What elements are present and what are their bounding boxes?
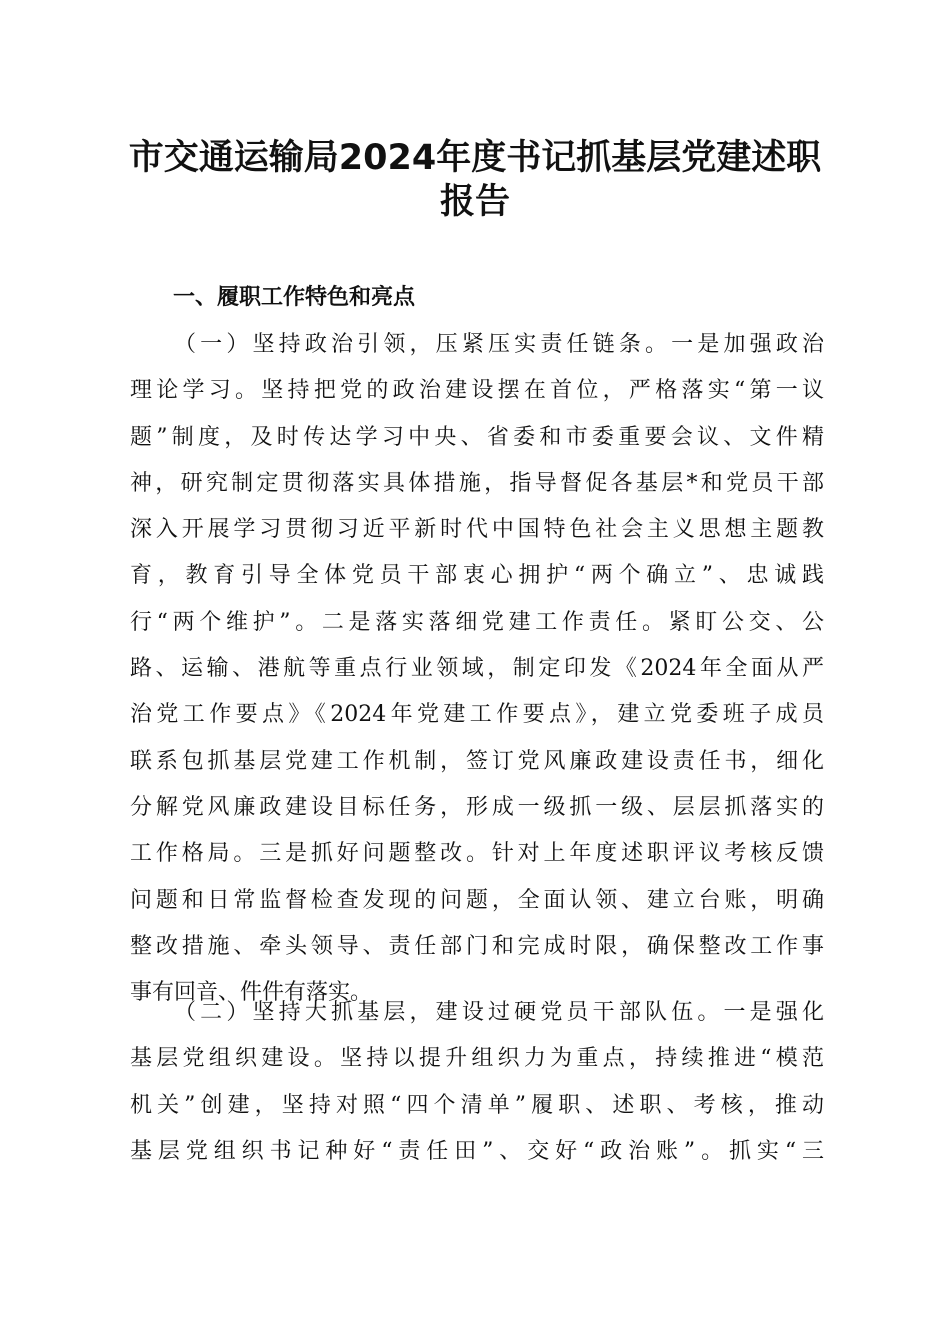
section-heading: 一、履职工作特色和亮点 bbox=[173, 285, 416, 310]
paragraph-2 bbox=[130, 990, 824, 1175]
paragraph-line: 育，教育引导全体党员干部衷心拥护“两个确立”、忠诚践 bbox=[130, 563, 824, 589]
paragraph-line: 事有回音、件件有落实。 bbox=[130, 980, 373, 1006]
paragraph-line: 分解党风廉政建设目标任务，形成一级抓一级、层层抓落实的 bbox=[130, 794, 824, 820]
paragraph-line: 基层党组织书记种好“责任田”、交好“政治账”。抓实“三 bbox=[130, 1138, 824, 1164]
paragraph-line: （二）坚持大抓基层，建设过硬党员干部队伍。一是强化 bbox=[174, 1000, 824, 1025]
paragraph-line: 工作格局。三是抓好问题整改。针对上年度述职评议考核反馈 bbox=[130, 841, 824, 867]
paragraph-line: 题”制度，及时传达学习中央、省委和市委重要会议、文件精 bbox=[130, 424, 824, 450]
paragraph-line: 深入开展学习贯彻习近平新时代中国特色社会主义思想主题教 bbox=[130, 517, 824, 543]
paragraph-line: 问题和日常监督检查发现的问题，全面认领、建立台账，明确 bbox=[130, 887, 824, 913]
paragraph-1 bbox=[130, 322, 824, 1016]
paragraph-line: 基层党组织建设。坚持以提升组织力为重点，持续推进“模范 bbox=[130, 1046, 824, 1072]
paragraph-line: 理论学习。坚持把党的政治建设摆在首位，严格落实“第一议 bbox=[130, 378, 824, 404]
paragraph-line: （一）坚持政治引领，压紧压实责任链条。一是加强政治 bbox=[174, 332, 824, 357]
paragraph-line: 治党工作要点》《2024年党建工作要点》，建立党委班子成员 bbox=[130, 702, 824, 728]
paragraph-line: 机关”创建，坚持对照“四个清单”履职、述职、考核，推动 bbox=[130, 1092, 824, 1118]
paragraph-line: 神，研究制定贯彻落实具体措施，指导督促各基层*和党员干部 bbox=[130, 470, 824, 496]
paragraph-line: 联系包抓基层党建工作机制，签订党风廉政建设责任书，细化 bbox=[130, 748, 824, 774]
title-line-2: 报告 bbox=[439, 182, 510, 222]
paragraph-line: 行“两个维护”。二是落实落细党建工作责任。紧盯公交、公 bbox=[130, 609, 824, 635]
paragraph-line: 整改措施、牵头领导、责任部门和完成时限，确保整改工作事 bbox=[130, 933, 824, 959]
title-line-1: 市交通运输局2024年度书记抓基层党建述职 bbox=[128, 138, 822, 178]
document-title bbox=[120, 136, 830, 224]
paragraph-line: 路、运输、港航等重点行业领域，制定印发《2024年全面从严 bbox=[130, 656, 824, 682]
